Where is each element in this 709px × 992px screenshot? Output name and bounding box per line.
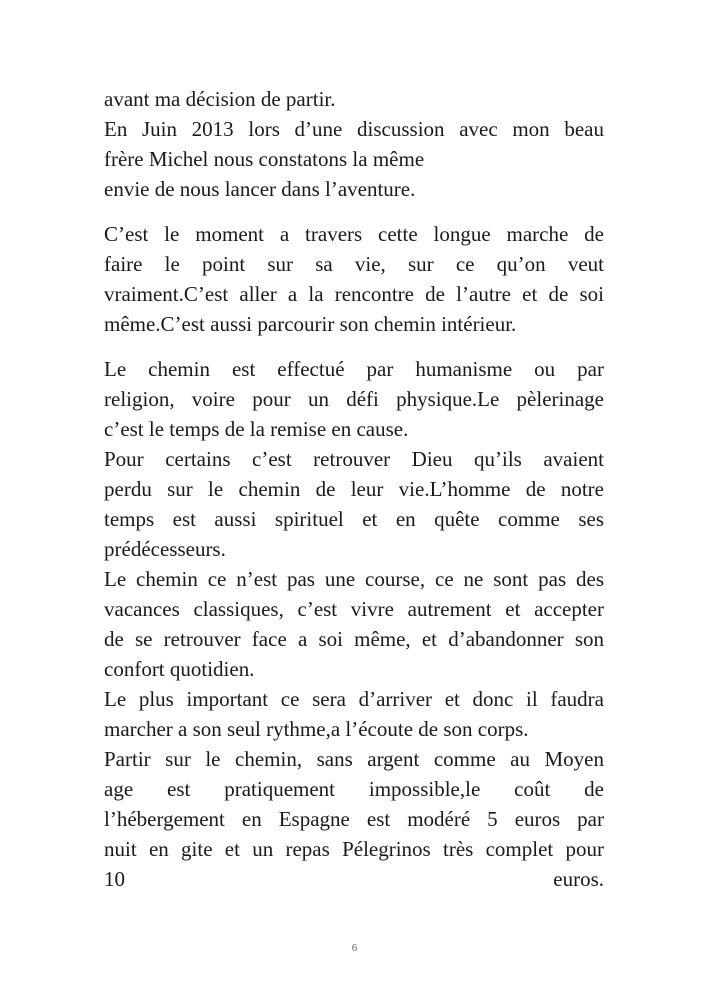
text-line: même.C’est aussi parcourir son chemin intérieur. bbox=[104, 312, 517, 336]
text-line: Pour certains c’est retrouver Dieu qu’ils avaient bbox=[104, 447, 604, 471]
paragraph bbox=[104, 744, 604, 894]
text-line: Le chemin ce n’est pas une course, ce ne sont pas des bbox=[104, 567, 604, 591]
text-line: En Juin 2013 lors d’une discussion avec mon beau bbox=[104, 117, 604, 141]
paragraph bbox=[104, 219, 604, 339]
text-line: avant ma décision de partir. bbox=[104, 87, 336, 111]
text-line: temps est aussi spirituel et en quête comme ses bbox=[104, 507, 604, 531]
text-line: age est pratiquement impossible,le coût de bbox=[104, 777, 604, 801]
text-line: vacances classiques, c’est vivre autrement et accepter bbox=[104, 597, 604, 621]
paragraph bbox=[104, 84, 604, 114]
text-line: prédécesseurs. bbox=[104, 537, 226, 561]
text-line: confort quotidien. bbox=[104, 657, 255, 681]
text-line: Partir sur le chemin, sans argent comme au Moyen bbox=[104, 747, 604, 771]
paragraph bbox=[104, 564, 604, 684]
text-line: nuit en gite et un repas Pélegrinos très complet pour bbox=[104, 837, 604, 861]
text-line: envie de nous lancer dans l’aventure. bbox=[104, 177, 416, 201]
text-line: Le plus important ce sera d’arriver et donc il faudra bbox=[104, 687, 604, 711]
text-line: c’est le temps de la remise en cause. bbox=[104, 417, 409, 441]
text-line: faire le point sur sa vie, sur ce qu’on veut bbox=[104, 252, 604, 276]
paragraph bbox=[104, 684, 604, 744]
text-line: vraiment.C’est aller a la rencontre de l’autre et de soi bbox=[104, 282, 604, 306]
text-line: perdu sur le chemin de leur vie.L’homme de notre bbox=[104, 477, 604, 501]
paragraph bbox=[104, 114, 604, 204]
paragraph bbox=[104, 354, 604, 444]
text-line: 10 euros. bbox=[104, 867, 604, 891]
paragraph-gap bbox=[104, 204, 604, 219]
text-line: l’hébergement en Espagne est modéré 5 euros par bbox=[104, 807, 604, 831]
text-line: marcher a son seul rythme,a l’écoute de son corps. bbox=[104, 717, 529, 741]
paragraph bbox=[104, 444, 604, 564]
text-line: C’est le moment a travers cette longue marche de bbox=[104, 222, 604, 246]
text-line: frère Michel nous constatons la même bbox=[104, 147, 425, 171]
paragraph-gap bbox=[104, 339, 604, 354]
page-number: 6 bbox=[351, 942, 358, 954]
body-text bbox=[104, 84, 604, 894]
text-line: religion, voire pour un défi physique.Le pèlerinage bbox=[104, 387, 604, 411]
text-line: Le chemin est effectué par humanisme ou par bbox=[104, 357, 604, 381]
text-line: de se retrouver face a soi même, et d’abandonner son bbox=[104, 627, 604, 651]
